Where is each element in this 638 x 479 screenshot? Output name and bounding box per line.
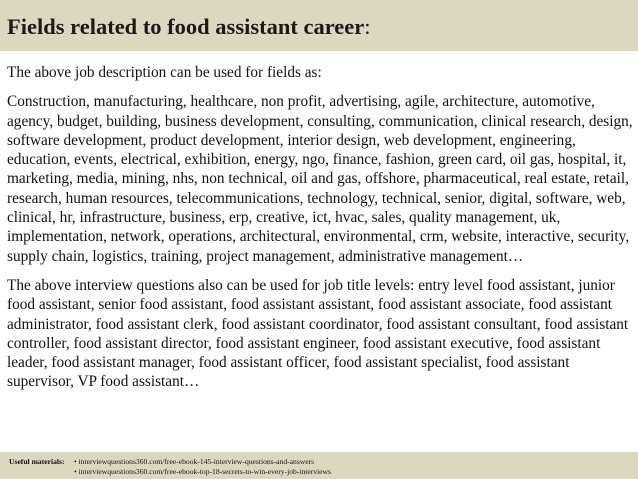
fields-paragraph: Construction, manufacturing, healthcare, non profit, advertising, agile, architecture, automotive, agency, budget, building, business development, consulting, communication, clinical research, design, software development, product development, interior design, web development, engineering, education, events, electrical, exhibition, energy, ngo, finance, fashion, green card, oil gas, hospital, it, marketing, media, mining, nhs, non technical, oil and gas, offshore, pharmaceutical, real estate, retail, research, human resources, telecommunications, technology, technical, senior, digital, software, web, clinical, hr, infrastructure, business, erp, creative, ict, hvac, sales, quality management, uk, implementation, network, operations, architectural, environmental, crm, website, interactive, security, supply chain, logistics, training, project management, administrative management… (7, 93, 633, 265)
slide-body (7, 63, 635, 392)
intro-text: The above job description can be used for fields as: (7, 64, 322, 81)
useful-materials-label-text: Useful materials (9, 457, 62, 466)
title-bar (0, 0, 638, 51)
useful-materials-label (9, 457, 64, 467)
job-levels-paragraph: The above interview questions also can be used for job title levels: entry level food assistant, junior food assistant, senior food assistant, food assistant assistant, food assistant associate, food assistant administrator, food assistant clerk, food assistant coordinator, food assistant consultant, food assistant controller, food assistant director, food assistant engineer, food assistant executive, food assistant leader, food assistant manager, food assistant officer, food assistant specialist, food assistant supervisor, VP food assistant… (7, 276, 629, 391)
slide-title-text: Fields related to food assistant career (7, 14, 365, 39)
footer-bar (0, 452, 638, 479)
slide-title (7, 14, 371, 40)
useful-materials-list (74, 457, 331, 477)
useful-material-link[interactable]: • interviewquestions360.com/free-ebook-145-interview-questions-and-answers (74, 457, 331, 467)
useful-materials-separator: : (61, 457, 65, 466)
useful-material-link[interactable]: • interviewquestions360.com/free-ebook-top-18-secrets-to-win-every-job-interviews (74, 467, 331, 477)
slide-title-colon: : (364, 14, 371, 39)
